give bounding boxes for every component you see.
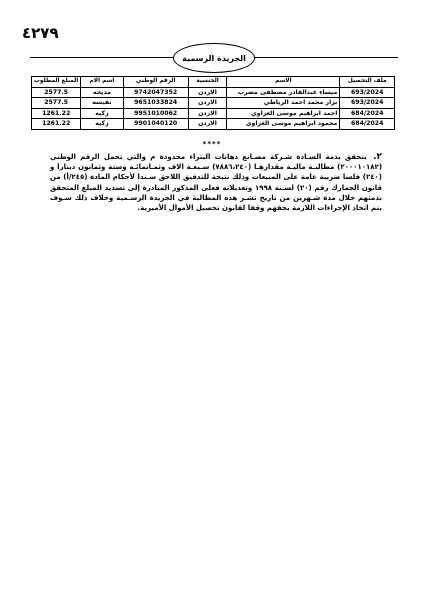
cell-mother-name: زكيه bbox=[81, 108, 123, 119]
header-mother-name: اسم الام bbox=[81, 77, 123, 88]
header-nationality: الجنسية bbox=[188, 77, 227, 88]
cell-collection-file: 693/2024 bbox=[340, 98, 395, 109]
cell-amount: 1261.22 bbox=[32, 108, 81, 119]
table-row bbox=[32, 119, 395, 130]
gazette-title: الجريدة الرسمية bbox=[182, 53, 246, 63]
header-name: الاسم bbox=[227, 77, 340, 88]
cell-amount: 2577.5 bbox=[32, 98, 81, 109]
cell-nationality: الاردن bbox=[188, 87, 227, 98]
header-amount: المبلغ المطلوب bbox=[32, 77, 81, 88]
cell-name: نزار محمد احمد الرياطي bbox=[227, 98, 340, 109]
cell-mother-name: زكيه bbox=[81, 119, 123, 130]
page-number: ٤٢٧٩ bbox=[22, 24, 59, 42]
cell-collection-file: 684/2024 bbox=[340, 108, 395, 119]
cell-national-id: 9951010062 bbox=[123, 108, 188, 119]
cell-mother-name: نفيسه bbox=[81, 98, 123, 109]
cell-national-id: 9901040120 bbox=[123, 119, 188, 130]
section-separator: **** bbox=[202, 140, 222, 148]
cell-national-id: 9651033824 bbox=[123, 98, 188, 109]
table-row bbox=[32, 98, 395, 109]
cell-name: احمد ابراهيم موسى الغزاوي bbox=[227, 108, 340, 119]
cell-nationality: الاردن bbox=[188, 119, 227, 130]
cell-collection-file: 693/2024 bbox=[340, 87, 395, 98]
table-header-row bbox=[32, 77, 395, 88]
notice-number: ٢. bbox=[373, 152, 382, 162]
table-row bbox=[32, 108, 395, 119]
cell-collection-file: 684/2024 bbox=[340, 119, 395, 130]
cell-amount: 2577.5 bbox=[32, 87, 81, 98]
gazette-title-oval bbox=[173, 43, 255, 73]
header-national-id: الرقم الوطني bbox=[123, 77, 188, 88]
cell-name: ميساء عبدالقادر مصطفى مضرب bbox=[227, 87, 340, 98]
cell-national-id: 9742047352 bbox=[123, 87, 188, 98]
header-collection-file: ملف التحصيل bbox=[340, 77, 395, 88]
cell-mother-name: مديحه bbox=[81, 87, 123, 98]
collection-table bbox=[31, 76, 395, 130]
notice-paragraph bbox=[50, 152, 382, 213]
cell-amount: 1261.22 bbox=[32, 119, 81, 130]
notice-text: يتحقق بذمة السـادة شـركة مصـانع دهانات البتراء محدودة م والتي تحمل الرقم الوطني (٢٠٠٠١٠١٨٢) مطالبـة ماليـة مقدارهـا (٧٨٨٦،٢٤٠) سـبعـة الاف وثمـانمائـة وستة وثمانون دينارا و (٢٤٠) فلسا ضريبة عامة على المبيعات وذلك نتيجة للتدقيق اللاحق سـندا لأحكام المادة (٢٤٥/أ) من قانون الجمارك رقم (٢٠) لسـنة ١٩٩٨ وتعديلاته فعلى المذكور المبادرة إلى تسديد المبلغ المتحقق بذمتهم خلال مدة شـهرين من تاريخ نشـر هذه المطالبة في الجريدة الرسـمية وخلاف ذلك سـوف يتم اتخاذ الإجراءات اللازمة بحقهم وفقا لقانون تحصيل الأموال الأميرية. bbox=[50, 153, 383, 213]
table-row bbox=[32, 87, 395, 98]
cell-nationality: الاردن bbox=[188, 98, 227, 109]
cell-name: محمود ابراهيم موسى الغزاوي bbox=[227, 119, 340, 130]
cell-nationality: الاردن bbox=[188, 108, 227, 119]
